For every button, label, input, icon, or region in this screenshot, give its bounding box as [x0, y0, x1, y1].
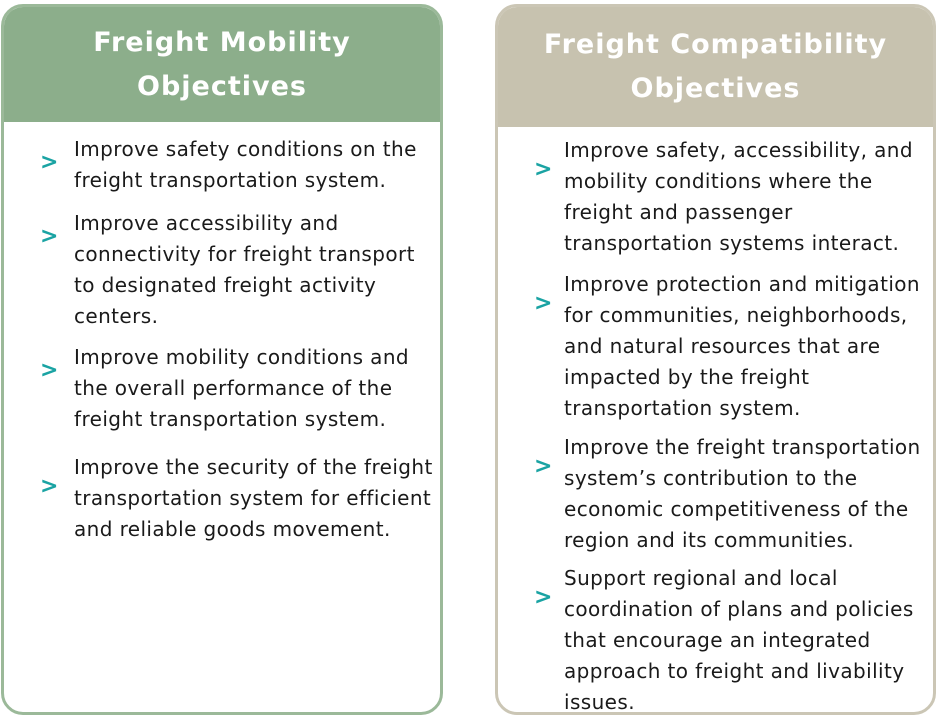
list-item-text: Improve the security of the freight transportation system for efficient and reliable goods movement.: [74, 455, 433, 541]
chevron-right-icon: >: [40, 224, 59, 249]
list-item-text: Improve safety conditions on the freight transportation system.: [74, 137, 417, 192]
list-item-text: Improve accessibility and connectivity for freight transport to designated freight activity centers.: [74, 211, 415, 328]
list-item-text: Improve mobility conditions and the overall performance of the freight transportation system.: [74, 345, 409, 431]
freight-mobility-panel: [1, 4, 443, 715]
list-item-text: Improve the freight transportation system’s contribution to the economic competitiveness of the region and its communities.: [564, 435, 921, 552]
chevron-right-icon: >: [534, 291, 553, 316]
chevron-right-icon: >: [40, 474, 59, 499]
chevron-right-icon: >: [534, 157, 553, 182]
chevron-right-icon: >: [40, 150, 59, 175]
chevron-right-icon: >: [40, 358, 59, 383]
list-item-text: Improve safety, accessibility, and mobility conditions where the freight and passenger transportation systems interact.: [564, 138, 913, 255]
list-item-text: Support regional and local coordination of plans and policies that encourage an integrated approach to freight and livability issues.: [564, 566, 914, 714]
list-item-text: Improve protection and mitigation for communities, neighborhoods, and natural resources that are impacted by the freight transportation system.: [564, 272, 921, 420]
freight-mobility-title: Freight Mobility Objectives: [4, 7, 440, 122]
chevron-right-icon: >: [534, 454, 553, 479]
freight-compatibility-title: Freight Compatibility Objectives: [498, 7, 933, 127]
chevron-right-icon: >: [534, 585, 553, 610]
freight-compatibility-panel: [495, 4, 936, 715]
